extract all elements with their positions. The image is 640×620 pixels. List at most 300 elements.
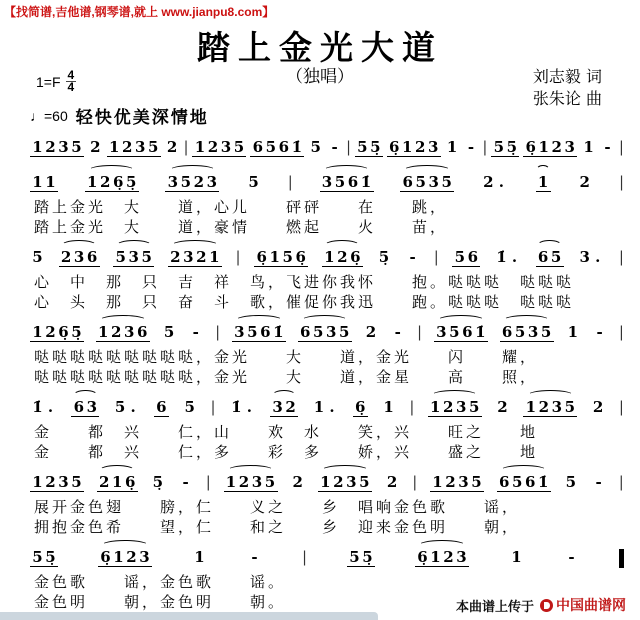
note-group <box>224 471 278 492</box>
note: 2 <box>90 138 101 156</box>
note-group <box>385 471 400 491</box>
slur-arc <box>73 390 98 401</box>
note-group <box>30 246 45 266</box>
note: 2 <box>126 548 137 566</box>
lyric-line: 踏上金光 大 道，豪情 燃起 火 苗， <box>34 218 449 236</box>
key-label: 1=F <box>36 73 61 90</box>
barline: | <box>482 138 488 156</box>
note: 5̣ <box>362 548 373 566</box>
note: 2 <box>445 473 456 491</box>
note: 3 <box>135 138 146 156</box>
note-group <box>229 396 257 416</box>
note-group <box>355 136 383 157</box>
lyricist-credit: 刘志毅 词 <box>532 67 602 86</box>
note: 1 <box>583 138 594 156</box>
system <box>30 171 624 237</box>
note-group <box>405 246 420 266</box>
lyric-line: 金 都 兴 仁，山 欢 水 笑，兴 旺之 地 <box>34 423 539 441</box>
notation-row <box>30 246 624 272</box>
note: 6 <box>498 473 510 491</box>
note: - <box>596 323 603 341</box>
slur-arc <box>235 315 283 326</box>
barline: | <box>287 173 293 191</box>
note-group <box>381 396 396 416</box>
note: 5 <box>310 138 321 156</box>
note-group <box>536 171 551 192</box>
note: 2 <box>99 173 111 191</box>
note: 5 <box>511 473 523 491</box>
system <box>30 321 624 387</box>
barline: | <box>183 138 189 156</box>
note-group <box>581 136 596 156</box>
note-group <box>30 136 84 157</box>
note: 1̇ <box>32 398 43 416</box>
barline: | <box>618 323 624 341</box>
note: 2 <box>592 398 604 416</box>
note: 6̣ <box>256 248 267 266</box>
note-group <box>481 171 509 191</box>
site-banner-text: 【找简谱,吉他谱,钢琴谱,就上 www.jianpu8.com】 <box>4 5 275 19</box>
note-group <box>59 246 100 267</box>
note: 1 <box>269 248 280 266</box>
lyric-line: 拥抱金色希 望，仁 和之 乡 迎来金色明 朝， <box>34 518 521 536</box>
slur-arc <box>116 240 152 251</box>
system <box>30 246 624 312</box>
note: 5 <box>357 138 368 156</box>
barline: | <box>301 548 307 566</box>
note-group <box>71 396 99 417</box>
note: 1 <box>32 173 43 191</box>
note: 2 <box>238 473 250 491</box>
note-group <box>270 396 298 417</box>
note: 5 <box>449 323 460 341</box>
note: 3 <box>183 248 194 266</box>
notation-row <box>30 136 624 162</box>
note-group <box>97 471 138 492</box>
note: 6 <box>86 248 98 266</box>
note: 2 <box>442 398 454 416</box>
note: 3 <box>551 398 562 416</box>
note: 5 <box>564 398 575 416</box>
note: 2 <box>579 173 590 191</box>
note: 3 <box>124 323 135 341</box>
note-group <box>564 546 579 566</box>
barline: | <box>205 473 211 491</box>
note: 6 <box>537 248 549 266</box>
note: 5 <box>114 398 126 416</box>
note: 1 <box>432 473 443 491</box>
slur-arc <box>324 240 360 251</box>
note: 6 <box>137 323 148 341</box>
note: 6 <box>347 173 359 191</box>
note-group <box>428 396 482 417</box>
note: 2 <box>166 138 178 156</box>
tempo-mark: ♩=60 <box>30 107 68 124</box>
note: 6 <box>156 398 167 416</box>
note: - <box>604 138 611 156</box>
note-group <box>165 136 180 156</box>
note-group <box>363 321 378 341</box>
note-group <box>387 136 441 157</box>
note-group <box>98 546 152 567</box>
note: 1 <box>446 138 458 156</box>
song-title: 踏上金光大道 <box>197 28 443 67</box>
note: 5̣ <box>506 138 518 156</box>
note: 1 <box>537 173 549 191</box>
slur-arc <box>227 465 275 476</box>
note-group <box>250 136 304 157</box>
note: 6 <box>299 323 311 341</box>
note: 2 <box>170 248 181 266</box>
note: 6 <box>252 138 264 156</box>
notation-row <box>30 396 624 422</box>
note-group <box>107 136 161 157</box>
slur-arc <box>537 240 562 251</box>
slur-arc <box>323 165 371 176</box>
note: 6̣ <box>100 548 111 566</box>
note: 5 <box>338 323 350 341</box>
note: 1 <box>511 548 522 566</box>
note: - <box>568 548 575 566</box>
slur-arc <box>301 315 349 326</box>
note: 1 <box>320 473 331 491</box>
note: 3 <box>139 548 150 566</box>
note: 3 <box>58 138 69 156</box>
lyric-line: 哒哒哒哒哒哒哒哒哒，金光 大 道，金光 闪 耀， <box>34 348 539 366</box>
notation-row <box>30 471 624 497</box>
note-group <box>308 136 323 156</box>
note: . <box>329 398 335 416</box>
note-group <box>591 471 606 491</box>
note: 5̣ <box>378 248 390 266</box>
note: 5 <box>282 248 293 266</box>
note: - <box>595 473 602 491</box>
note: 1 <box>113 548 124 566</box>
note-group <box>376 246 391 266</box>
note: . <box>595 248 601 266</box>
note: 3 <box>579 248 590 266</box>
note: 2 <box>292 473 303 491</box>
slur-arc <box>437 315 485 326</box>
note: 6̣ <box>389 138 400 156</box>
note: 6 <box>524 473 536 491</box>
barline: | <box>412 473 418 491</box>
slur-arc <box>169 165 217 176</box>
note: 1 <box>383 398 394 416</box>
note: 1 <box>402 138 413 156</box>
note-group <box>495 396 510 416</box>
note: 5 <box>454 248 466 266</box>
note: . <box>511 248 518 266</box>
note: 1 <box>430 548 441 566</box>
note-group <box>577 171 592 191</box>
key-signature <box>36 70 76 93</box>
note: 5 <box>312 323 324 341</box>
note: 2 <box>443 548 454 566</box>
note: 5 <box>441 173 452 191</box>
note: - <box>394 323 401 341</box>
note-group <box>113 246 154 267</box>
note: - <box>182 473 189 491</box>
note: . <box>130 398 136 416</box>
barline: | <box>215 323 221 341</box>
note-group <box>577 246 605 266</box>
note: 2 <box>207 138 219 156</box>
system <box>30 396 624 462</box>
slur-arc <box>101 540 149 551</box>
note: 1 <box>209 248 220 266</box>
note: 2 <box>196 248 207 266</box>
note: 2 <box>193 173 205 191</box>
note: 1 <box>313 398 325 416</box>
note: 2 <box>45 473 56 491</box>
slur-arc <box>418 540 466 551</box>
note: - <box>331 138 338 156</box>
note-group <box>150 471 165 491</box>
lyric-line: 金 都 兴 仁，多 彩 多 娇，兴 盛之 地 <box>34 443 539 461</box>
note: 6̣ <box>295 248 306 266</box>
note: 5 <box>71 473 82 491</box>
note: 5̣ <box>152 473 164 491</box>
slur-arc <box>61 240 97 251</box>
note: - <box>409 248 416 266</box>
note: 5 <box>248 173 259 191</box>
note-group <box>254 246 308 267</box>
note: 1 <box>194 138 206 156</box>
song-subtitle: （独唱） <box>286 67 354 87</box>
note: 3 <box>436 323 447 341</box>
note: 6̣ <box>58 323 69 341</box>
note: 2 <box>45 138 56 156</box>
note-group <box>592 321 607 341</box>
note: 5 <box>565 473 577 491</box>
note: 1 <box>194 548 205 566</box>
note: 2 <box>365 323 377 341</box>
note: - <box>251 548 258 566</box>
note: 1 <box>32 473 43 491</box>
note-group <box>178 471 193 491</box>
note-group <box>165 171 219 192</box>
note: 5 <box>148 138 159 156</box>
credits <box>533 66 602 110</box>
note: 6 <box>462 323 473 341</box>
lyric-line: 心 头 那 只 奋 斗 歌，催促你我迅 跑。哒哒哒 哒哒哒 <box>34 293 575 311</box>
note-group <box>563 471 578 491</box>
slur-arc <box>99 465 135 476</box>
time-signature-bottom: 4 <box>67 80 75 94</box>
note: 3 <box>220 138 232 156</box>
note: 3 <box>325 323 337 341</box>
note: 6 <box>260 323 271 341</box>
site-logo-link[interactable] <box>540 595 626 615</box>
note: 6̣ <box>124 473 136 491</box>
note-group <box>30 471 84 492</box>
note-group <box>565 321 580 341</box>
note: 3 <box>206 173 218 191</box>
note: 2 <box>538 398 549 416</box>
note: 5 <box>349 548 360 566</box>
note: 5 <box>540 323 552 341</box>
note-group <box>500 321 554 342</box>
note-group <box>430 471 484 492</box>
barline: | <box>345 138 351 156</box>
note-group <box>491 136 519 157</box>
note: 2 <box>111 323 122 341</box>
slur-arc <box>403 165 451 176</box>
note: 1 <box>86 173 98 191</box>
note: 3 <box>455 398 467 416</box>
notation-row <box>30 171 624 197</box>
note-group <box>464 136 479 156</box>
note: 3 <box>564 138 575 156</box>
slur-arc <box>99 315 147 326</box>
note-group <box>320 171 374 192</box>
note-group <box>494 246 522 266</box>
note: 5 <box>264 473 276 491</box>
note: 5 <box>550 248 562 266</box>
slur-arc <box>536 165 549 176</box>
barline: | <box>618 138 624 156</box>
note: 5 <box>471 473 482 491</box>
final-barline <box>619 549 624 568</box>
note: 1̇ <box>291 138 303 156</box>
note: 6̣ <box>355 398 366 416</box>
note-group <box>452 246 480 267</box>
system <box>30 136 624 162</box>
slur-arc <box>88 165 136 176</box>
upload-note: 本曲谱上传于 <box>455 598 534 614</box>
note: 6̣ <box>417 548 428 566</box>
note-group <box>591 396 606 416</box>
lyric-line: 心 中 那 只 吉 祥 鸟，飞进你我怀 抱。哒哒哒 哒哒哒 <box>34 273 575 291</box>
barline: | <box>618 398 624 416</box>
note: 5 <box>32 548 43 566</box>
note: 2 <box>497 398 508 416</box>
note-group <box>30 546 58 567</box>
note-group <box>353 396 368 417</box>
note: 3 <box>167 173 179 191</box>
slur-arc <box>500 465 548 476</box>
note: 3 <box>58 473 69 491</box>
note-group <box>162 321 177 341</box>
barline: | <box>618 473 624 491</box>
note-group <box>182 396 197 416</box>
notation-row <box>30 546 624 572</box>
note-group <box>523 396 577 417</box>
note-group <box>192 546 207 566</box>
tempo-line <box>30 103 209 128</box>
note: 5̣ <box>71 323 82 341</box>
lyric-line: 金色歌 谣，金色歌 谣。 <box>34 573 287 591</box>
note: 1 <box>324 248 335 266</box>
note: . <box>246 398 252 416</box>
note-group <box>88 136 103 156</box>
note: 2 <box>333 473 344 491</box>
note: 6̣ <box>112 173 124 191</box>
system <box>30 471 624 537</box>
time-signature-top: 4 <box>67 68 75 82</box>
note-group <box>30 171 58 192</box>
note: 5 <box>334 173 346 191</box>
note: 1 <box>98 323 109 341</box>
note-group <box>497 471 551 492</box>
note: 5̣ <box>45 548 56 566</box>
note: 5 <box>514 323 526 341</box>
note: 3 <box>456 548 467 566</box>
note: 3 <box>272 398 283 416</box>
barline: | <box>235 248 241 266</box>
note: 2 <box>551 138 562 156</box>
note: 5 <box>71 138 82 156</box>
slur-arc <box>272 390 297 401</box>
note: 5 <box>163 323 175 341</box>
note-group <box>318 471 372 492</box>
note-group <box>113 396 141 416</box>
note-group <box>168 246 222 267</box>
note: 5 <box>265 138 277 156</box>
note-group <box>85 171 139 192</box>
note-group <box>509 546 524 566</box>
bottom-strip <box>0 612 378 620</box>
note: 5 <box>32 248 43 266</box>
barline: | <box>618 248 624 266</box>
note: 1 <box>45 173 56 191</box>
note: 1 <box>525 398 536 416</box>
note: 1̇ <box>360 173 372 191</box>
barline: | <box>433 248 439 266</box>
note: 1 <box>429 398 441 416</box>
note: 3 <box>428 138 439 156</box>
note: . <box>47 398 54 416</box>
barline: | <box>618 173 624 191</box>
slur-arc <box>503 315 551 326</box>
note-group <box>30 396 58 416</box>
note: 1̇ <box>231 398 242 416</box>
note-group <box>327 136 342 156</box>
note-group <box>154 396 169 417</box>
note: 2 <box>60 248 72 266</box>
note-group <box>434 321 488 342</box>
note: 1̇ <box>475 323 486 341</box>
note-group <box>347 546 375 567</box>
note-group <box>298 321 352 342</box>
note: 2 <box>122 138 133 156</box>
note: 1 <box>538 138 549 156</box>
note: 5 <box>141 248 152 266</box>
note: 1 <box>32 138 43 156</box>
note: 3 <box>128 248 139 266</box>
note: 2 <box>98 473 110 491</box>
note: . <box>498 173 504 191</box>
note-group <box>523 136 577 157</box>
note: 5̣ <box>125 173 137 191</box>
note-group <box>30 321 84 342</box>
note: - <box>192 323 199 341</box>
note: 3 <box>346 473 357 491</box>
lyric-line: 金色明 朝，金色明 朝。 <box>34 593 287 611</box>
note-group <box>390 321 405 341</box>
note: 5̣ <box>370 138 381 156</box>
note-group <box>400 171 454 192</box>
composer-credit: 张朱论 曲 <box>532 89 602 108</box>
lyric-line: 展开金色翅 膀，仁 义之 乡 唱响金色歌 谣， <box>34 498 521 516</box>
note-group <box>322 246 363 267</box>
time-signature <box>66 70 77 93</box>
note: 5 <box>468 398 480 416</box>
note: 3 <box>527 323 539 341</box>
note-group <box>290 471 305 491</box>
barline: | <box>409 398 415 416</box>
